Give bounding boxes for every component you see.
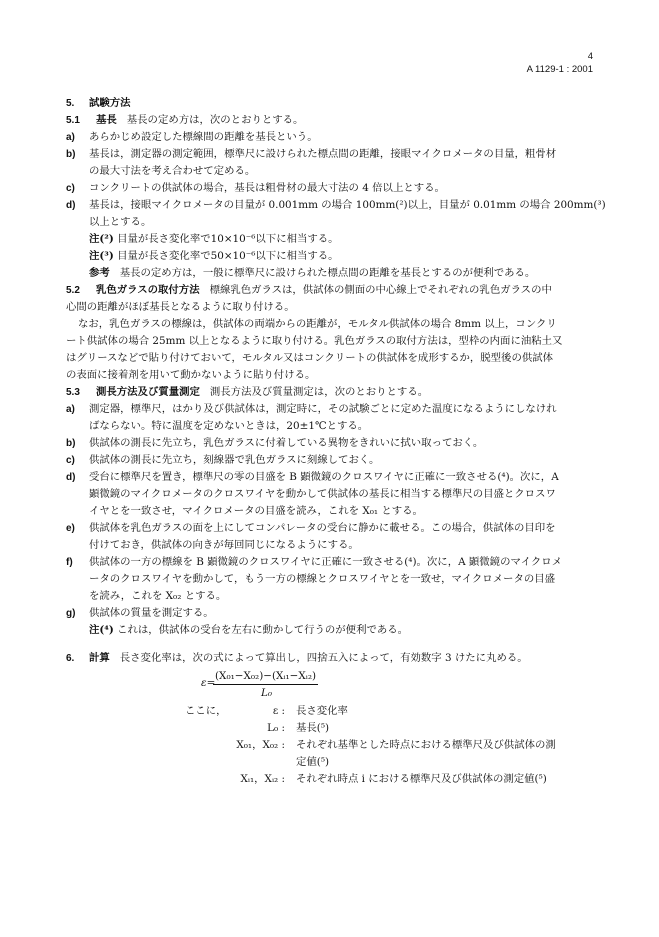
list-item-a: a) 測定器，標準尺，はかり及び供試体は，測定時に，その試験ごとに定めた温度になるようにしなけれ: [66, 403, 557, 415]
list-item-b: b) 基長は，測定器の測定範囲，標準尺に設けられた標点間の距離，接眼マイクロメータの目量，粗骨材: [66, 148, 557, 160]
list-item-d: d) 受台に標準尺を置き，標準尺の零の目盛を B 顕微鏡のクロスワイヤに正確に一致させる(⁴)。次に，A: [66, 471, 559, 483]
list-item-g: g) 供試体の質量を測定する。: [66, 607, 214, 619]
koko-label: ここに，: [185, 705, 227, 717]
paragraph-line: の表面に接着剤を用いて動かないように貼り付ける。: [66, 369, 316, 381]
list-item-f-cont: を読み，これを X₀₂ とする。: [89, 590, 227, 602]
definition-row: X₀₁，X₀₂ : それぞれ基準とした時点における標準尺及び供試体の測: [236, 739, 556, 751]
list-item-e: e) 供試体を乳色ガラスの面を上にしてコンパレータの受台に静かに載せる。この場合，供試体の目印を: [66, 522, 556, 534]
list-item-d: d) 基長は，接眼マイクロメータの目量が 0.001mm の場合 100mm(²)以上，目量が 0.01mm の場合 200mm(³): [66, 199, 606, 211]
section-6-title: 計算: [89, 652, 110, 664]
list-item-f: f) 供試体の一方の標線を B 顕微鏡のクロスワイヤに正確に一致させる(⁴)。次に，A 顕微鏡のマイクロメ: [66, 556, 562, 568]
reference-note: 参考 基長の定め方は，一般に標準尺に設けられた標点間の距離を基長とするのが便利である。: [89, 267, 536, 279]
definition-row: Xᵢ₁，Xᵢ₂ : それぞれ時点 i における標準尺及び供試体の測定値(⁵): [240, 773, 547, 785]
page-body: [66, 95, 606, 788]
list-item-b: b) 供試体の測長に先立ち，乳色ガラスに付着している異物をきれいに拭い取っておく。: [66, 437, 484, 449]
section-5-3-heading: 5.3 測長方法及び質量測定 測長方法及び質量測定は，次のとおりとする。: [66, 386, 429, 398]
paragraph-line: なお，乳色ガラスの標線は，供試体の両端からの距離が，モルタル供試体の場合 8mm 以上，コンクリ: [78, 318, 557, 330]
section-5-title: 試験方法: [89, 97, 131, 109]
section-5-heading: 5. 試験方法: [66, 97, 131, 109]
section-5-2-line: 心間の距離がほぼ基長となるように取り付ける。: [66, 301, 295, 313]
list-item-c: c) コンクリートの供試体の場合，基長は粗骨材の最大寸法の 4 倍以上とする。: [66, 182, 445, 194]
standard-id: A 1129-1 : 2001: [526, 64, 593, 75]
note-2: 注(²) 目量が長さ変化率で10×10⁻⁶以下に相当する。: [89, 233, 339, 245]
list-item-e-cont: 付けておき，供試体の向きが毎回同じになるようにする。: [89, 539, 359, 551]
page-header: [527, 50, 593, 76]
page-number: 4: [587, 51, 593, 62]
definition-row: L₀ : 基長(⁵): [267, 722, 330, 734]
list-item-a-cont: ばならない。特に温度を定めないときは，20±1℃とする。: [89, 420, 369, 432]
formula-lhs: ε=: [201, 677, 216, 689]
section-5-1-heading: 5.1 基長 基長の定め方は，次のとおりとする。: [66, 114, 304, 126]
list-item-d-cont: 以上とする。: [89, 216, 152, 228]
section-5-2-heading: 5.2 乳色ガラスの取付方法 標線乳色ガラスは，供試体の側面の中心線上でそれぞれの乳色ガラスの中: [66, 284, 552, 296]
list-item-c: c) 供試体の測長に先立ち，刻線器で乳色ガラスに刻線しておく。: [66, 454, 380, 466]
section-6-heading: 6. 計算 長さ変化率は，次の式によって算出し，四捨五入によって，有効数字 3 けたに丸める。: [66, 652, 528, 664]
formula-numerator: (X₀₁−X₀₂)−(Xᵢ₁−Xᵢ₂): [213, 668, 318, 685]
list-item-d-cont: イヤとを一致させ，マイクロメータの目盛を読み，これを X₀₁ とする。: [89, 505, 423, 517]
formula-denominator: L₀: [261, 687, 273, 699]
formula: [66, 669, 596, 703]
note-3: 注(³) 目量が長さ変化率で50×10⁻⁶以下に相当する。: [89, 250, 339, 262]
paragraph-line: はグリースなどで貼り付けておいて，モルタル又はコンクリートの供試体を成形するか，脱型後の供試体: [66, 352, 554, 364]
definition-row: ここに， ε : 長さ変化率: [66, 703, 596, 720]
symbol-definitions: [66, 703, 596, 788]
paragraph-line: ート供試体の場合 25mm 以上となるように取り付ける。乳色ガラスの取付方法は，型枠の内面に油粘土又: [66, 335, 563, 347]
list-item-a: a) あらかじめ設定した標線間の距離を基長という。: [66, 131, 318, 143]
note-4: 注(⁴) これは，供試体の受台を左右に動かして行うのが便利である。: [89, 624, 409, 636]
list-item-b-cont: の最大寸法を考え合わせて定める。: [89, 165, 256, 177]
list-item-f-cont: ータのクロスワイヤを動かして，もう一方の標線とクロスワイヤとを一致せ，マイクロメータの目盛: [89, 573, 556, 585]
list-item-d-cont: 顕微鏡のマイクロメータのクロスワイヤを動かして供試体の基長に相当する標準尺の目盛とクロスワ: [89, 488, 556, 500]
definition-row-cont: 定値(⁵): [296, 756, 330, 768]
